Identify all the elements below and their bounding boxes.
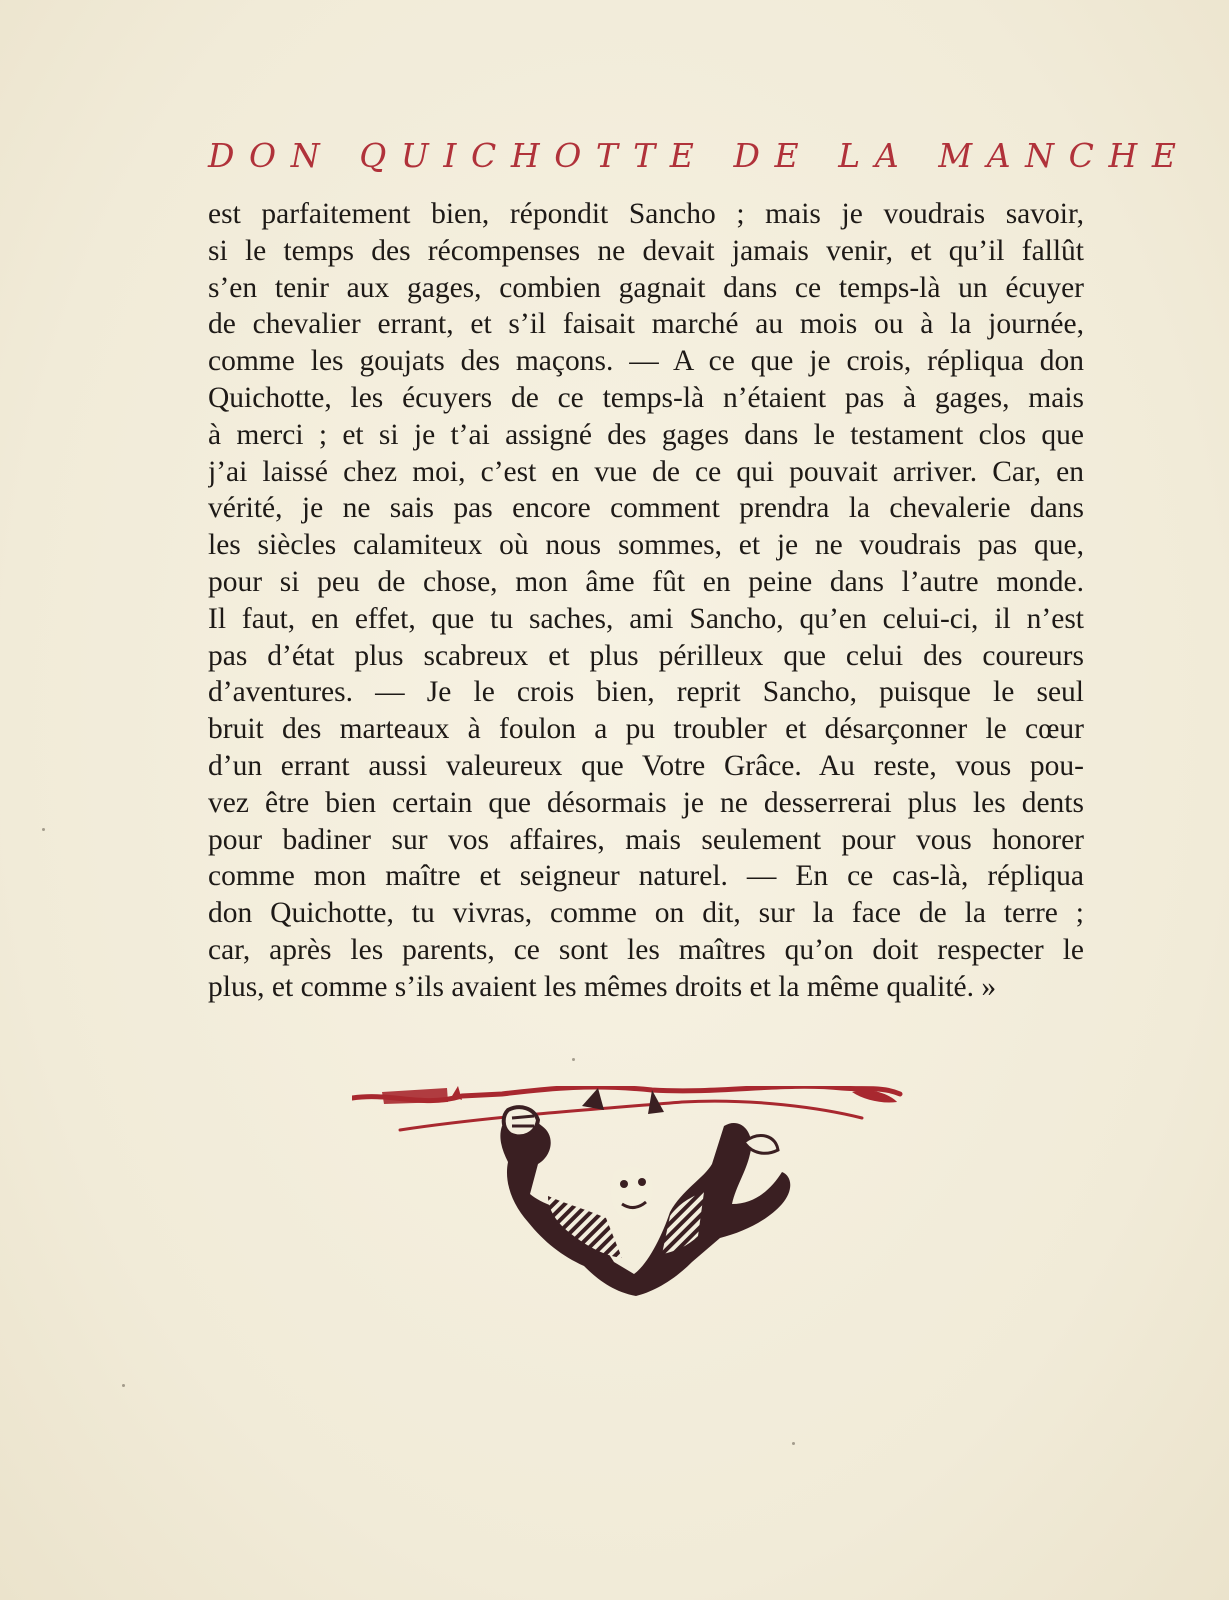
text-line: comme les goujats des maçons. — A ce que je crois, répliqua don (208, 345, 1084, 378)
text-line: pour si peu de chose, mon âme fût en peine dans l’autre monde. (208, 565, 1084, 598)
text-line: don Quichotte, tu vivras, comme on dit, sur la face de la terre ; (208, 897, 1084, 930)
text-line: de chevalier errant, et s’il faisait marché au mois ou à la journée, (208, 308, 1084, 341)
text-line: bruit des marteaux à foulon a pu troubler et désarçonner le cœur (208, 713, 1084, 746)
paper-speck (122, 1384, 125, 1387)
woodcut-vignette (352, 1086, 912, 1298)
text-line: d’aventures. — Je le crois bien, reprit Sancho, puisque le seul (208, 676, 1084, 709)
text-line: car, après les parents, ce sont les maîtres qu’on doit respecter le (208, 933, 1084, 966)
running-head: DON QUICHOTTE DE LA MANCHE (208, 136, 1191, 175)
text-line: vez être bien certain que désormais je ne desserrerai plus les dents (208, 786, 1084, 819)
paper-speck (42, 828, 45, 831)
text-line: à merci ; et si je t’ai assigné des gages dans le testament clos que (208, 418, 1084, 451)
text-line: pour badiner sur vos affaires, mais seulement pour vous honorer (208, 823, 1084, 856)
text-line: plus, et comme s’ils avaient les mêmes droits et la même qualité. » (208, 970, 997, 1003)
text-line: Il faut, en effet, que tu saches, ami Sancho, qu’en celui-ci, il n’est (208, 602, 1084, 635)
text-line: les siècles calamiteux où nous sommes, et je ne voudrais pas que, (208, 529, 1084, 562)
text-line: comme mon maître et seigneur naturel. — En ce cas-là, répliqua (208, 860, 1084, 893)
text-line: j’ai laissé chez moi, c’est en vue de ce qui pouvait arriver. Car, en (208, 455, 1084, 488)
text-line: si le temps des récompenses ne devait jamais venir, et qu’il fallût (208, 234, 1084, 267)
text-line: vérité, je ne sais pas encore comment prendra la chevalerie dans (208, 492, 1084, 525)
text-line: est parfaitement bien, répondit Sancho ; mais je voudrais savoir, (208, 198, 1084, 230)
text-line: Quichotte, les écuyers de ce temps-là n’étaient pas à gages, mais (208, 381, 1084, 414)
body-text (208, 196, 1084, 1006)
text-line: d’un errant aussi valeureux que Votre Grâce. Au reste, vous pou- (208, 749, 1084, 782)
text-line: s’en tenir aux gages, combien gagnait dans ce temps-là un écuyer (208, 271, 1084, 304)
paper-speck (792, 1442, 795, 1445)
paper-speck (572, 1058, 575, 1061)
text-line: pas d’état plus scabreux et plus périlleux que celui des coureurs (208, 639, 1084, 672)
